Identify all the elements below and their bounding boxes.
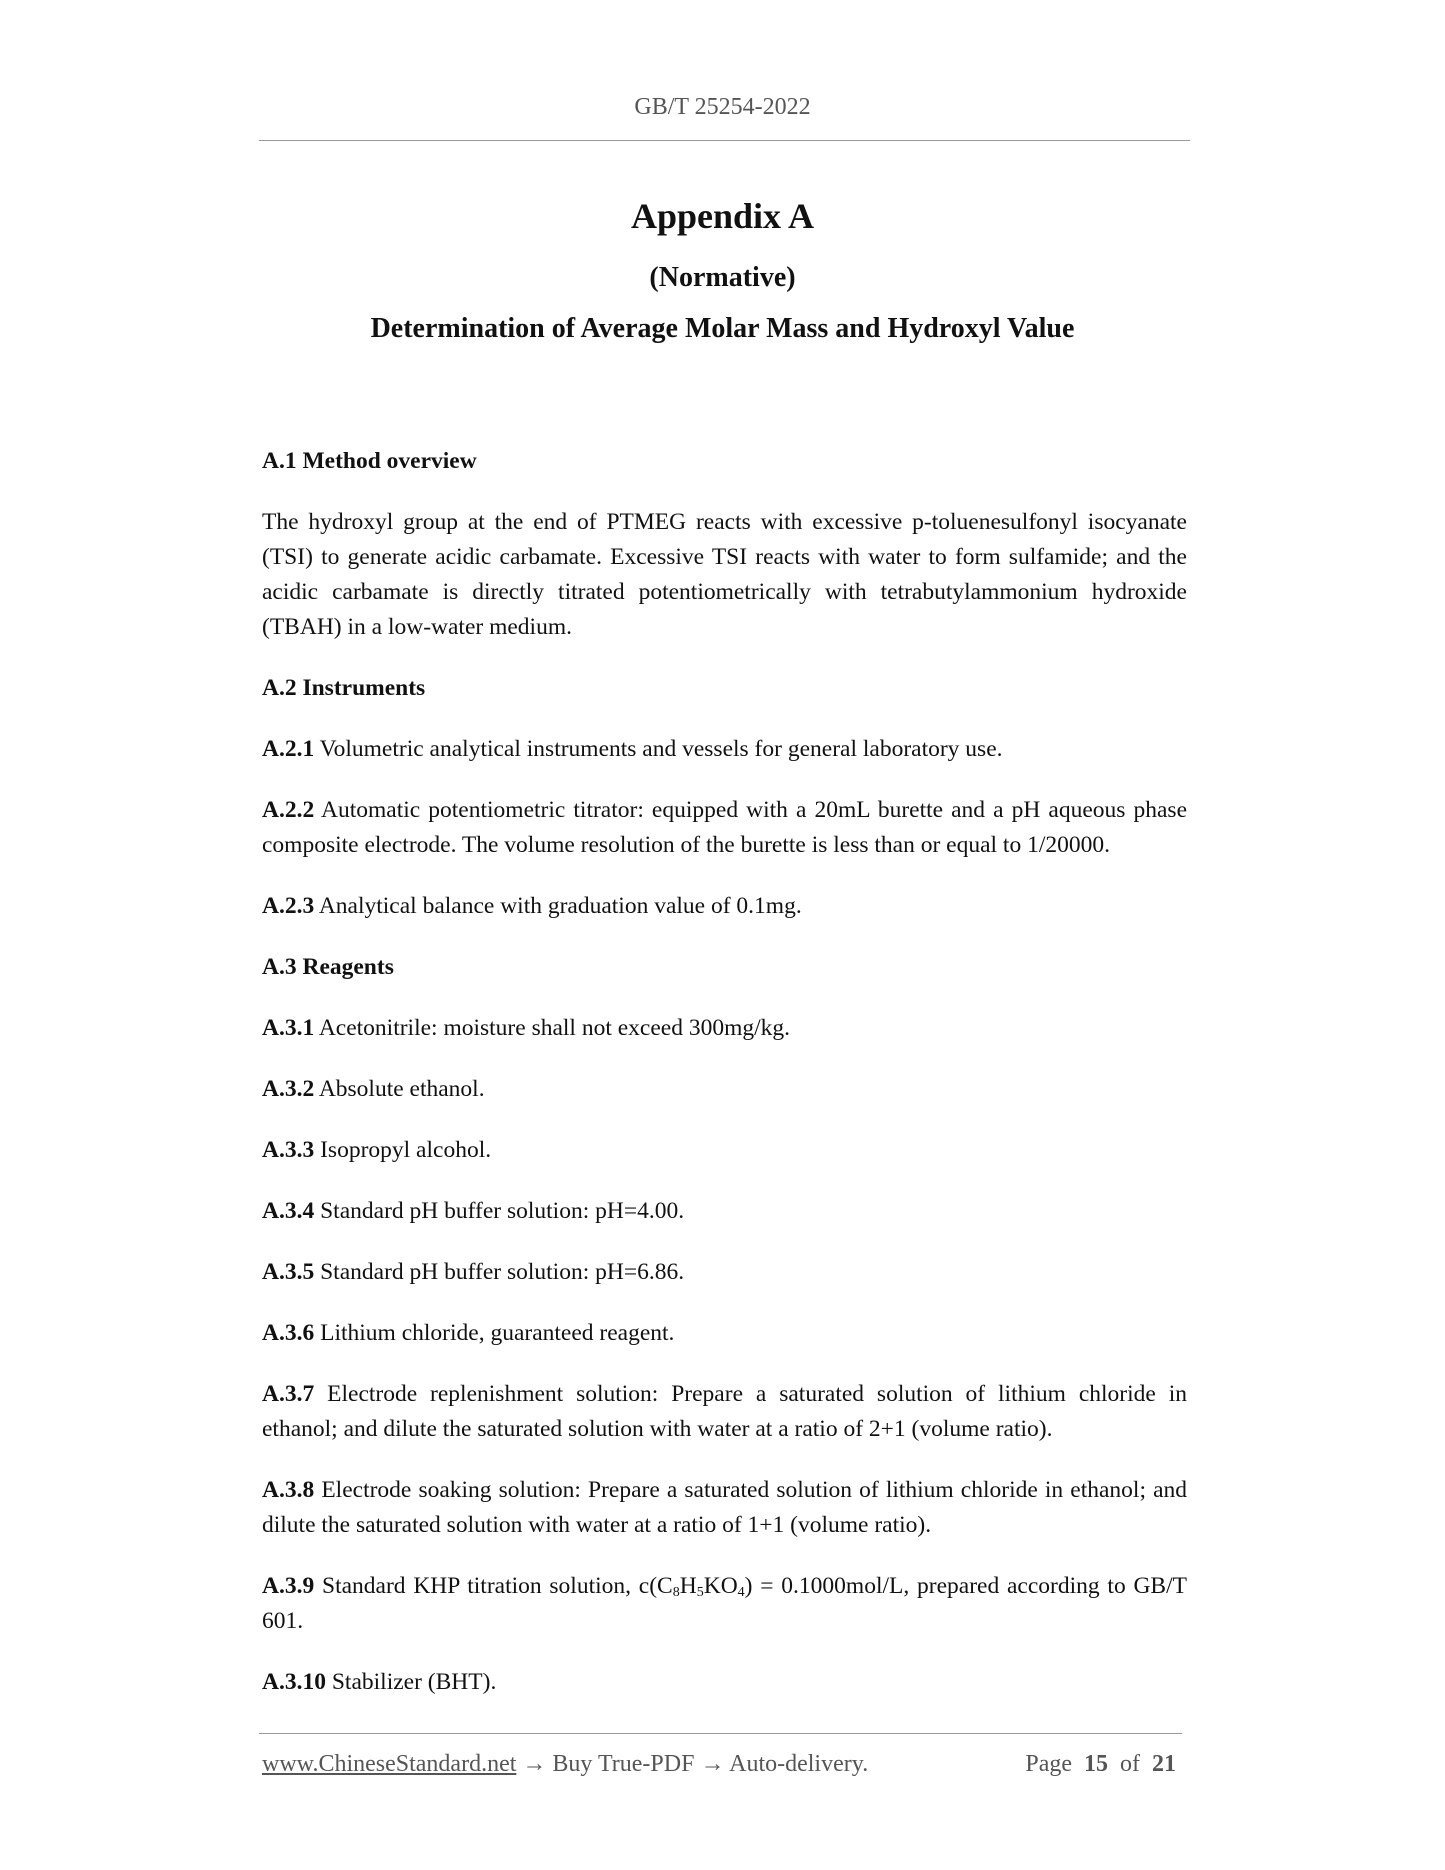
- clause-text: Electrode replenishment solution: Prepare a saturated solution of lithium chloride in ethanol; and dilute the saturated solution with water at a ratio of 2+1 (volume ratio).: [262, 1381, 1187, 1442]
- clause-text: Automatic potentiometric titrator: equipped with a 20mL burette and a pH aqueous phase composite electrode. The volume resolution of the burette is less than or equal to 1/20000.: [262, 797, 1187, 858]
- clause-number: A.2.2: [262, 797, 315, 823]
- page-number-indicator: [1025, 1751, 1176, 1778]
- clause-number: A.3.1: [262, 1015, 315, 1041]
- clause-a3-4: [262, 1194, 1187, 1229]
- clause-text: Absolute ethanol.: [314, 1076, 485, 1102]
- clause-number: A.3.5: [262, 1259, 315, 1285]
- page-number: 15: [1084, 1751, 1108, 1777]
- subscript: 5: [696, 1585, 704, 1600]
- clause-text: Analytical balance with graduation value of 0.1mg.: [314, 893, 802, 919]
- page-total: 21: [1152, 1751, 1176, 1777]
- clause-text: Standard pH buffer solution: pH=4.00.: [314, 1198, 685, 1224]
- clause-a3-10: [262, 1665, 1187, 1700]
- clause-number: A.3.9: [262, 1573, 315, 1599]
- clause-a3-9: [262, 1569, 1187, 1639]
- clause-number: A.3.8: [262, 1477, 315, 1503]
- clause-text: Standard pH buffer solution: pH=6.86.: [314, 1259, 685, 1285]
- clause-a2-1: [262, 732, 1187, 767]
- clause-a3-1: [262, 1011, 1187, 1046]
- clause-number: A.3.7: [262, 1381, 315, 1407]
- subscript: 4: [737, 1585, 745, 1600]
- clause-a2-3: [262, 889, 1187, 924]
- appendix-type: (Normative): [649, 262, 796, 293]
- clause-text-pre: Standard KHP titration solution, c(C: [314, 1573, 673, 1599]
- formula-part: H: [679, 1573, 697, 1599]
- clause-text: Stabilizer (BHT).: [325, 1669, 497, 1695]
- clause-text-post: ) = 0.1000mol/L, prepared according to GB/T 601.: [262, 1573, 1187, 1634]
- document-body: [262, 444, 1187, 1726]
- clause-number: A.3.10: [262, 1669, 326, 1695]
- page-label: Page: [1025, 1751, 1072, 1777]
- clause-number: A.2.1: [262, 736, 315, 762]
- appendix-title: Appendix A: [630, 196, 815, 236]
- clause-text: Electrode soaking solution: Prepare a saturated solution of lithium chloride in ethanol; and dilute the saturated solution with water at a ratio of 1+1 (volume ratio).: [262, 1477, 1187, 1538]
- clause-text: Volumetric analytical instruments and vessels for general laboratory use.: [314, 736, 1003, 762]
- clause-a3-7: [262, 1377, 1187, 1447]
- clause-a3-5: [262, 1255, 1187, 1290]
- running-header: GB/T 25254-2022: [634, 94, 811, 120]
- page-footer: [262, 1751, 1182, 1778]
- appendix-subject: Determination of Average Molar Mass and Hydroxyl Value: [370, 313, 1075, 344]
- formula-part: KO: [703, 1573, 738, 1599]
- section-heading-a3: A.3 Reagents: [262, 954, 394, 980]
- clause-text: Lithium chloride, guaranteed reagent.: [314, 1320, 675, 1346]
- clause-text: Isopropyl alcohol.: [314, 1137, 492, 1163]
- subscript: 8: [672, 1585, 680, 1600]
- clause-a3-6: [262, 1316, 1187, 1351]
- clause-number: A.2.3: [262, 893, 315, 919]
- of-label: of: [1120, 1751, 1140, 1777]
- clause-a3-2: [262, 1072, 1187, 1107]
- footer-promo: → Buy True-PDF → Auto-delivery.: [516, 1751, 869, 1777]
- clause-a3-3: [262, 1133, 1187, 1168]
- section-heading-a2: A.2 Instruments: [262, 675, 426, 701]
- clause-number: A.3.4: [262, 1198, 315, 1224]
- clause-a3-8: [262, 1473, 1187, 1543]
- section-heading-a1: A.1 Method overview: [262, 448, 477, 474]
- footer-site-link[interactable]: www.ChineseStandard.net: [262, 1751, 517, 1777]
- clause-number: A.3.2: [262, 1076, 315, 1102]
- clause-number: A.3.3: [262, 1137, 315, 1163]
- footer-divider: [259, 1733, 1182, 1734]
- clause-number: A.3.6: [262, 1320, 315, 1346]
- clause-a2-2: [262, 793, 1187, 863]
- section-a1-paragraph: The hydroxyl group at the end of PTMEG reacts with excessive p-toluenesulfonyl isocyanate (TSI) to generate acidic carbamate. Excessive TSI reacts with water to form sulfamide; and the acidic carbamate is directly titrated potentiometrically with tetrabutylammonium hydroxide (TBAH) in a low-water medium.: [262, 509, 1187, 640]
- header-divider: [259, 140, 1190, 141]
- clause-text: Acetonitrile: moisture shall not exceed 300mg/kg.: [314, 1015, 791, 1041]
